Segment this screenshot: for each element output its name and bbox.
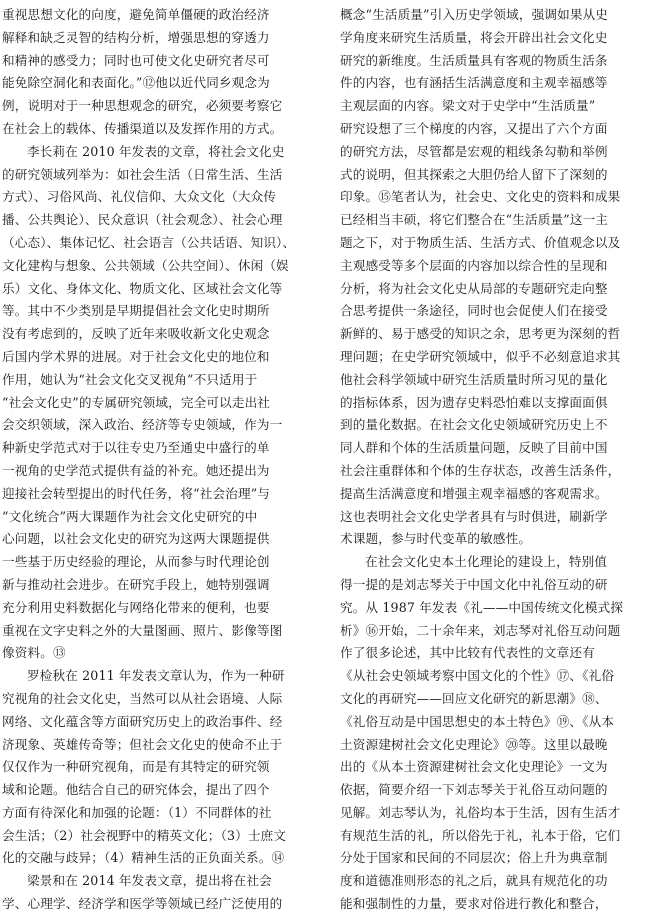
text-line: 例，说明对于一种思想观念的研究，必须要考察它 (2, 98, 283, 114)
text-line: 这也表明社会文化史学者具有与时俱进，刷新学 (340, 508, 608, 524)
text-line: 得一提的是刘志琴关于中国文化中礼俗互动的研 (340, 576, 608, 592)
text-line: 有规范生活的礼，所以俗先于礼，礼本于俗，它们 (340, 827, 621, 843)
text-line: 解释和缺乏灵智的结构分析，增强思想的穿透力 (2, 29, 270, 45)
text-line: 梁景和在 2014 年发表文章，提出将在社会 (27, 873, 272, 889)
text-line: 方式）、习俗风尚、礼仪信仰、大众文化（大众传 (2, 189, 277, 205)
text-line: 和精神的感受力；同时也可使文化史研究者尽可 (2, 52, 270, 68)
text-line: 分处于国家和民间的不同层次；俗上升为典章制 (340, 850, 608, 866)
text-line: 新与推动社会进步。在研究手段上，她特别强调 (2, 576, 270, 592)
text-line: 像资料。⑬ (2, 645, 66, 661)
text-line: 重视思想文化的向度，避免简单僵硬的政治经济 (2, 7, 270, 22)
text-line: 概念“生活质量”引入历史学领域，强调如果从史 (340, 7, 609, 22)
text-line: 化的交融与歧异；（4）精神生活的正负面关系。⑭ (2, 850, 285, 866)
text-line: 域和论题。他结合自己的研究体会，提出了四个 (2, 782, 270, 798)
text-line: 社会注重群体和个体的生存状态，改善生活条件， (340, 462, 621, 478)
text-line: 式的说明，但其探索之大胆仍给人留下了深刻的 (340, 166, 608, 182)
text-line: （心态）、集体记忆、社会语言（公共话语、知识）、 (2, 234, 296, 250)
text-line: 等。其中不少类别是早期提倡社会文化史时期所 (2, 303, 270, 319)
text-line: 学角度来研究生活质量，将会开辟出社会文化史 (340, 29, 608, 45)
text-line: 到的量化数据。在社会文化史领域研究历史上不 (340, 417, 608, 433)
right-text-column (340, 4, 652, 916)
text-line: 出的《从本土资源建树社会文化史理论》一文为 (340, 759, 608, 775)
text-line: 见解。刘志琴认为，礼俗均本于生活，因有生活才 (340, 804, 621, 820)
text-line: 一视角的史学范式提供有益的补充。她还提出为 (2, 462, 270, 478)
text-line: 的指标体系，因为遗存史料恐怕难以支撑面面俱 (340, 394, 608, 410)
text-line: 会交织领域，深入政治、经济等专史领域，作为一 (2, 417, 283, 433)
text-line: 播、公共舆论）、民众意识（社会观念）、社会心理 (2, 212, 283, 228)
text-line: 在社会上的载体、传播渠道以及发挥作用的方式。 (2, 120, 283, 136)
text-line: 一些基于历史经验的理论，从而参与时代理论创 (2, 554, 270, 570)
text-line: 术课题，参与时代变革的敏感性。 (340, 531, 532, 547)
text-line: 件的内容，也有涵括生活满意度和主观幸福感等 (340, 75, 608, 91)
text-line: “文化统合”两大课题作为社会文化史研究的中 (2, 508, 258, 524)
left-text-column (2, 4, 314, 916)
text-line: 印象。⑮笔者认为，社会史、文化史的资料和成果 (340, 189, 621, 205)
text-line: 提高生活满意度和增强主观幸福感的客观需求。 (340, 485, 608, 501)
text-line: 土资源建树社会文化史理论》⑳等。这里以最晚 (340, 736, 608, 752)
text-line: 在社会文化史本土化理论的建设上，特别值 (365, 554, 608, 570)
text-line: 网络、文化蕴含等方面研究历史上的政治事件、经 (2, 713, 283, 729)
text-line: 济现象、英雄传奇等；但社会文化史的使命不止于 (2, 736, 283, 752)
text-line: 种新史学范式对于以往专史乃至通史中盛行的单 (2, 440, 270, 456)
text-line: 他社会科学领域中研究生活质量时所习见的量化 (340, 371, 608, 387)
text-line: 迎接社会转型提出的时代任务，将“社会治理”与 (2, 485, 271, 501)
text-line: 的研究方法，尽管都是宏观的粗线条勾勒和举例 (340, 143, 608, 159)
text-line: 学、心理学、经济学和医学等领域已经广泛使用的 (2, 896, 283, 912)
text-line: 的研究领域列举为：如社会生活（日常生活、生活 (2, 166, 283, 182)
text-line: 主观层面的内容。梁文对于史学中“生活质量” (340, 98, 596, 114)
text-line: 没有考虑到的，反映了近年来吸收新文化史观念 (2, 326, 270, 342)
text-line: 能免除空洞化和表面化。”⑫他以近代同乡观念为 (2, 75, 270, 91)
text-line: 罗检秋在 2011 年发表文章认为，作为一种研 (27, 668, 285, 684)
text-line: 作了很多论述，其中比较有代表性的文章还有 (340, 645, 595, 661)
text-line: 合思考提供一条途径，同时也会促使人们在接受 (340, 303, 608, 319)
text-line: 题之下，对于物质生活、生活方式、价值观念以及 (340, 234, 621, 250)
text-line: 乐）文化、身体文化、物质文化、区域社会文化等 (2, 280, 283, 296)
text-line: 《从社会史领域考察中国文化的个性》⑰、《礼俗 (340, 668, 615, 684)
text-line: 《礼俗互动是中国思想史的本土特色》⑲、《从本 (340, 713, 615, 729)
text-line: 重视在文字史料之外的大量图画、照片、影像等图 (2, 622, 283, 638)
text-line: 文化建构与想象、公共领域（公共空间）、休闲（娱 (2, 257, 289, 273)
text-line: 主观感受等多个层面的内容加以综合性的呈现和 (340, 257, 608, 273)
text-line: 会生活；（2）社会视野中的精英文化；（3）士庶文 (2, 827, 287, 843)
text-line: 析》⑯开始，二十余年来，刘志琴对礼俗互动问题 (340, 622, 621, 638)
text-line: 同人群和个体的生活质量问题，反映了目前中国 (340, 440, 608, 456)
text-line: 已经相当丰硕，将它们整合在“生活质量”这一主 (340, 212, 609, 228)
text-line: “社会文化史”的专属研究领域，完全可以走出社 (2, 394, 271, 410)
text-line: 新鲜的、易于感受的知识之余，思考更为深刻的哲 (340, 326, 621, 342)
text-line: 研究的新维度。生活质量具有客观的物质生活条 (340, 52, 608, 68)
text-line: 作用，她认为“社会文化交叉视角”不只适用于 (2, 371, 258, 387)
text-line: 理问题；在史学研究领域中，似乎不必刻意追求其 (340, 348, 621, 364)
text-line: 研究设想了三个梯度的内容，又提出了六个方面 (340, 120, 608, 136)
text-line: 依据，简要介绍一下刘志琴关于礼俗互动问题的 (340, 782, 608, 798)
text-line: 方面有待深化和加强的论题：（1）不同群体的社 (2, 804, 272, 820)
text-line: 究。从 1987 年发表《礼——中国传统文化模式探 (340, 599, 624, 615)
text-line: 后国内学术界的进展。对于社会文化史的地位和 (2, 348, 270, 364)
text-line: 李长莉在 2010 年发表的文章，将社会文化史 (27, 143, 285, 159)
text-line: 仅仅作为一种研究视角，而是有其特定的研究领 (2, 759, 270, 775)
text-line: 充分利用史料数据化与网络化带来的便利，也要 (2, 599, 270, 615)
text-line: 心问题，以社会文化史的研究为这两大课题提供 (2, 531, 270, 547)
text-line: 度和道德准则形态的礼之后，就具有规范化的功 (340, 873, 608, 889)
text-line: 能和强制性的力量，要求对俗进行教化和整合， (340, 896, 608, 912)
text-line: 文化的再研究——回应文化研究的新思潮》⑱、 (340, 690, 608, 706)
text-line: 分析，将为社会文化史从局部的专题研究走向整 (340, 280, 608, 296)
text-line: 究视角的社会文化史，当然可以从社会语境、人际 (2, 690, 283, 706)
